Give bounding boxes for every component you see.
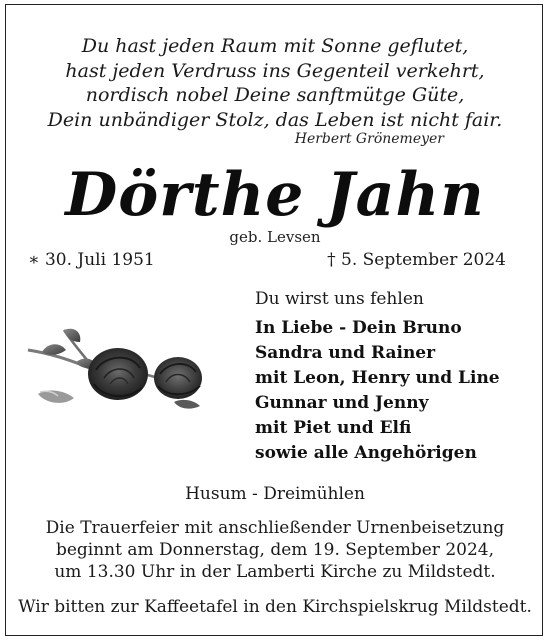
birth-name: geb. Levsen	[229, 228, 321, 246]
death-date: † 5. September 2024	[327, 250, 506, 270]
poem-line: hast jeden Verdruss ins Gegenteil verkehrt,	[65, 59, 485, 82]
service-line: beginnt am Donnerstag, dem 19. September 2024,	[55, 540, 495, 560]
location: Husum - Dreimühlen	[185, 484, 365, 504]
family-section	[255, 288, 540, 466]
family-member: mit Leon, Henry und Line	[255, 368, 500, 388]
service-line: Die Trauerfeier mit anschließender Urnenbeisetzung	[45, 518, 505, 538]
family-member: Gunnar und Jenny	[255, 393, 429, 413]
poem	[20, 34, 530, 132]
birth-date: ∗ 30. Juli 1951	[28, 250, 155, 270]
poem-line: Dein unbändiger Stolz, das Leben ist nicht fair.	[47, 108, 503, 131]
family-member: sowie alle Angehörigen	[255, 443, 477, 463]
reception-note: Wir bitten zur Kaffeetafel in den Kirchspielskrug Mildstedt.	[18, 597, 532, 617]
poem-line: Du hast jeden Raum mit Sonne geflutet,	[81, 35, 469, 57]
roses-image	[24, 322, 219, 417]
family-member: Sandra und Rainer	[255, 343, 436, 363]
service-line: um 13.30 Uhr in der Lamberti Kirche zu Mildstedt.	[54, 562, 496, 582]
poem-line: nordisch nobel Deine sanftmütge Güte,	[85, 84, 465, 106]
family-member: mit Piet und Elfi	[255, 418, 412, 438]
poem-author: Herbert Grönemeyer	[294, 131, 444, 147]
family-intro: Du wirst uns fehlen	[255, 289, 424, 309]
family-member: In Liebe - Dein Bruno	[255, 318, 462, 338]
service-info	[0, 517, 550, 583]
deceased-name: Dörthe Jahn	[65, 160, 485, 230]
